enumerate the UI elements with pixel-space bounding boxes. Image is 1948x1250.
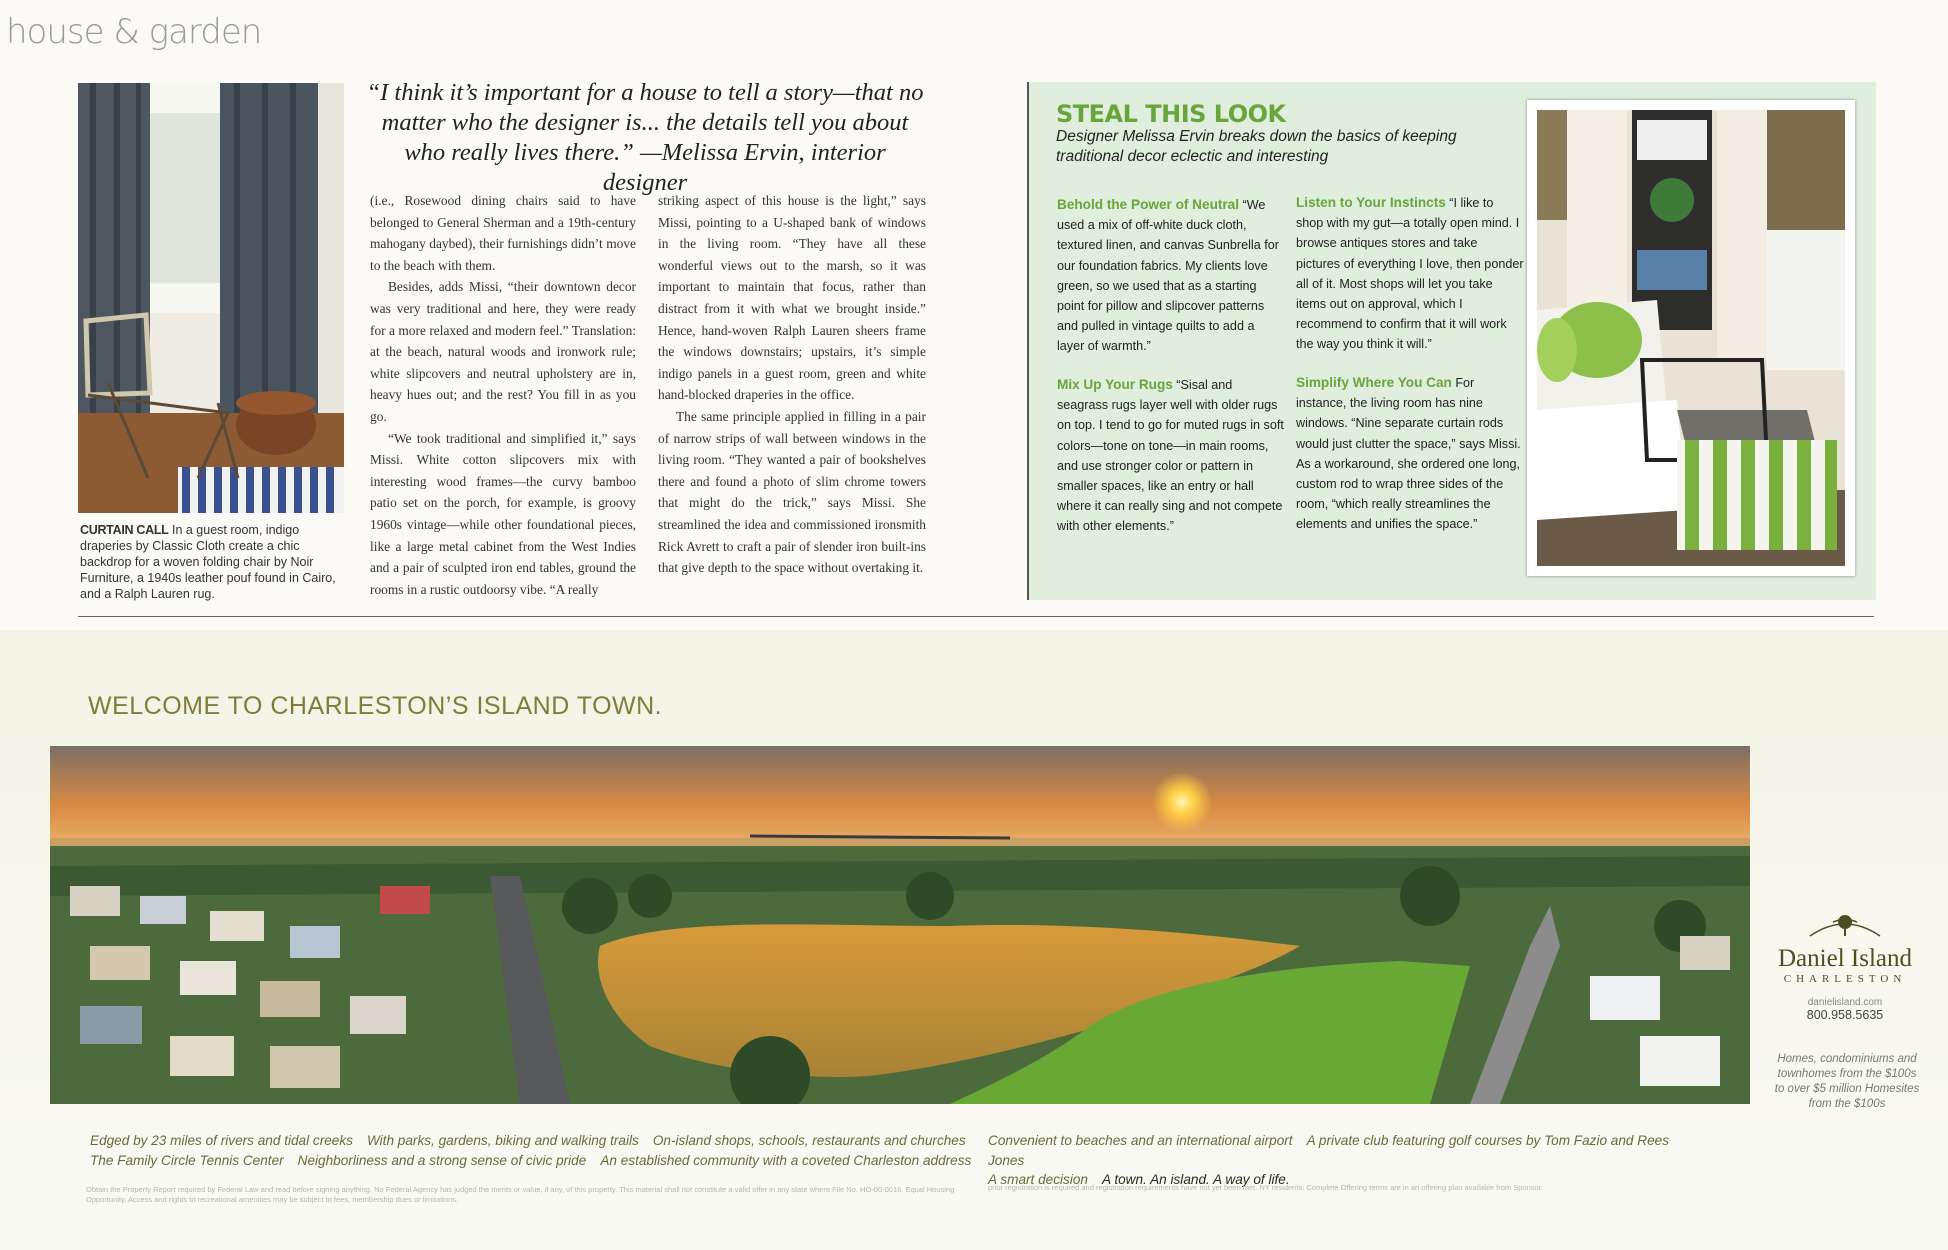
pull-quote: “I think it’s important for a house to tell a story—that no matter who the designer is... the details tell you about who really lives there.” —Melissa Ervin, interior designer — [366, 79, 924, 196]
tip-body: “I like to shop with my gut—a totally open mind. I browse antiques stores and take pictures of everything I love, then ponder all of it. Most shops will let you take items out on approval, which I recommend to confirm that it will work the way you think it will.” — [1296, 196, 1524, 352]
feature-item: A smart decision — [988, 1172, 1088, 1188]
tip-body: For instance, the living room has nine windows. “Nine separate curtain rods would just clutter the space,” says Missi. As a workaround, she ordered one long, custom rod to wrap three sides of the room, “which really streamlines the elements and unifies the space.” — [1296, 376, 1521, 532]
feature-item: An established community with a coveted Charleston address — [600, 1152, 972, 1168]
feature-item: Convenient to beaches and an international airport — [988, 1133, 1293, 1148]
tip-heading: Simplify Where You Can — [1296, 375, 1452, 390]
tip-simplify — [1296, 373, 1524, 535]
guest-room-photo — [78, 83, 344, 513]
aerial-sunset-photo — [50, 746, 1750, 1104]
brand-name: Daniel Island — [1778, 945, 1912, 972]
page-divider — [78, 616, 1874, 617]
ad-features-right — [988, 1131, 1708, 1190]
tip-neutral — [1057, 195, 1285, 357]
article-column-2 — [658, 190, 926, 579]
living-room-photo — [1527, 100, 1855, 576]
legal-disclaimer-right: prior registration is required and registration requirements have not yet been met. NY residents: Complete Offering terms are in an offering plan available from Sponsor. — [988, 1183, 1543, 1192]
tip-instincts — [1296, 193, 1524, 355]
tip-heading: Behold the Power of Neutral — [1057, 197, 1240, 212]
ad-headline: WELCOME TO CHARLESTON’S ISLAND TOWN. — [88, 692, 663, 720]
caption-lead: CURTAIN CALL — [80, 523, 169, 537]
legal-disclaimer-left: Obtain the Property Report required by Federal Law and read before signing anything. No Federal Agency has judged the merits or value, if any, of this property. This material shall not constitute a valid offer in any state where File No. HO-00-0016. Equal Housing Opportunity. Access and rights to recreational amenities may be subject to fees, membership dues or limitations. — [86, 1185, 955, 1204]
section-label: house & garden — [6, 12, 262, 52]
feature-item: The Family Circle Tennis Center — [90, 1152, 284, 1168]
tip-body: “Sisal and seagrass rugs layer well with older rugs on top. I tend to go for muted rugs in soft colors—tone on tone—in main rooms, and use stronger color or pattern in smaller spaces, like an entry or hall where it can really sing and not compete with other elements.” — [1057, 378, 1284, 534]
article-column-1 — [370, 190, 636, 600]
tip-rugs — [1057, 375, 1285, 537]
palmetto-logo-icon — [1805, 908, 1885, 940]
feature-item: On-island shops, schools, restaurants and churches — [652, 1133, 966, 1148]
tip-heading: Listen to Your Instincts — [1296, 195, 1446, 210]
feature-item: A private club featuring golf courses by Tom Fazio and Rees Jones — [988, 1133, 1669, 1168]
pricing-note: Homes, condominiums and townhomes from the $100s to over $5 million Homesites from the $100s — [1774, 1053, 1920, 1110]
tip-body: “We used a mix of off-white duck cloth, textured linen, and canvas Sunbrella for our foundation fabrics. My clients love green, so we used that as a starting point for pillow and slipcover patterns and pulled in vintage quilts to add a layer of warmth.” — [1057, 198, 1279, 354]
sidebar-subtitle: Designer Melissa Ervin breaks down the basics of keeping traditional decor eclectic and interesting — [1056, 128, 1457, 165]
paragraph: “We took traditional and simplified it,” says Missi. White cotton slipcovers mix with interesting wood frames—the curvy bamboo patio set on the porch, for example, is groovy 1960s vintage—while other foundational pieces, like a large metal cabinet from the West Indies and a pair of sculpted iron end tables, ground the rooms in a rustic outdoorsy vibe. “A really — [370, 430, 636, 597]
brand-city: CHARLESTON — [1783, 973, 1907, 985]
paragraph: striking aspect of this house is the light,” says Missi, pointing to a U-shaped bank of windows in the living room. “They have all these wonderful views out to the marsh, so it was important to maintain that focus, rather than distract from it with what we brought inside.” Hence, hand-woven Ralph Lauren sheers frame the windows downstairs; upstairs, it’s simple indigo panels in a guest room, green and white hand-blocked draperies in the office. — [658, 193, 926, 403]
photo-caption — [80, 522, 342, 602]
tip-heading: Mix Up Your Rugs — [1057, 377, 1173, 392]
paragraph: The same principle applied in filling in a pair of narrow strips of wall between windows in the living room. “They wanted a pair of bookshelves there and found a photo of slim chrome towers that might do the trick,” says Missi. She streamlined the idea and commissioned ironsmith Rick Avrett to craft a pair of slender iron built-ins that give depth to the space without overtaking it. — [658, 408, 926, 576]
feature-item: With parks, gardens, biking and walking trails — [366, 1133, 639, 1148]
sidebar-title: STEAL THIS LOOK — [1056, 100, 1286, 128]
paragraph: Besides, adds Missi, “their downtown decor was very traditional and here, they were ready for a more relaxed and modern feel.” Translation: at the beach, natural woods and ironwork rule; white slipcovers and neutral upholstery are in, heavy hues out; and the rest? You fill in as you go. — [370, 279, 636, 424]
paragraph: (i.e., Rosewood dining chairs said to have belonged to General Sherman and a 19th-century mahogany daybed), their furnishings didn’t move to the beach with them. — [370, 193, 636, 273]
caption-text: In a guest room, indigo draperies by Classic Cloth create a chic backdrop for a woven folding chair by Noir Furniture, a 1940s leather pouf found in Cairo, and a Ralph Lauren rug. — [80, 523, 336, 601]
daniel-island-logo — [1770, 908, 1920, 1022]
phone-number[interactable]: 800.958.5635 — [1806, 1008, 1884, 1022]
ad-tagline: A town. An island. A way of life. — [1101, 1172, 1290, 1188]
website-link[interactable]: danielisland.com — [1807, 997, 1883, 1008]
ad-features-left — [90, 1131, 990, 1170]
feature-item: Neighborliness and a strong sense of civic pride — [297, 1152, 587, 1168]
feature-item: Edged by 23 miles of rivers and tidal creeks — [90, 1133, 353, 1148]
